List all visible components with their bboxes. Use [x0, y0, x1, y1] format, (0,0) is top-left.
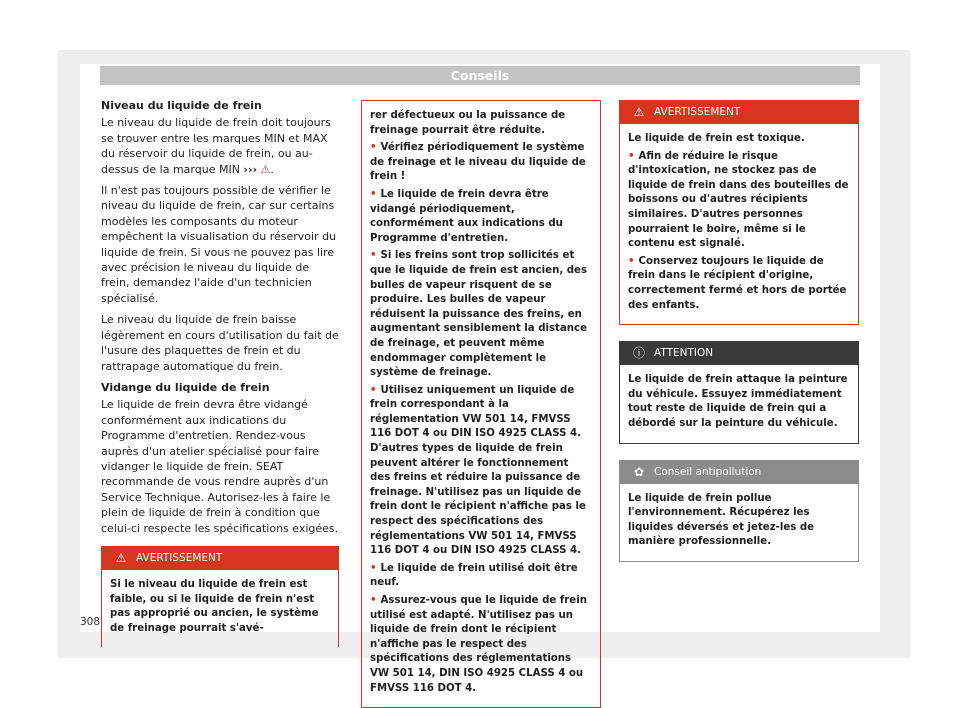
bullet-dot-icon: •	[370, 142, 377, 154]
bullet-item	[370, 384, 592, 559]
warning-intro: Le liquide de frein est toxique.	[628, 133, 805, 144]
bullet-dot-icon: •	[370, 188, 377, 200]
attention-box	[619, 341, 859, 443]
warning-box-toxic	[619, 100, 859, 325]
page-number: 308	[80, 616, 101, 628]
warning-box-left	[101, 546, 339, 647]
bullet-item	[370, 249, 592, 380]
attention-title: ATTENTION	[654, 347, 714, 360]
bullet-item	[370, 141, 592, 185]
paragraph-wear: Le niveau du liquide de frein baisse légèrement en cours d'utilisation du fait de l'usure des plaquettes de frein et du rattrapage automatique du frein.	[101, 313, 339, 373]
warning-body	[102, 570, 338, 647]
bullet-text: Le liquide de frein devra être vidangé périodiquement, conformément aux indications du Programme d'entretien.	[370, 188, 563, 244]
heading-brake-fluid-level: Niveau du liquide de frein	[101, 99, 262, 112]
warning-continued-body	[362, 101, 600, 707]
warning-continued-text: rer défectueux ou la puissance de freinage pourrait être réduite.	[370, 110, 566, 136]
paragraph-level-marks: Le niveau du liquide de frein doit toujours se trouver entre les marques MIN et MAX du réservoir du liquide de frein, ou au-dessus de la marque MIN ››› ⚠.	[101, 116, 331, 176]
bullet-text: Conservez toujours le liquide de frein dans le récipient d'origine, correctement fermé et hors de portée des enfants.	[628, 255, 847, 311]
bullet-item	[628, 255, 850, 313]
bullet-item	[370, 562, 592, 591]
heading-brake-fluid-change: Vidange du liquide de frein	[101, 380, 270, 394]
bullet-dot-icon: •	[370, 250, 377, 262]
warning-triangle-icon: ⚠	[633, 105, 645, 119]
paragraph-visibility: Il n'est pas toujours possible de vérifier le niveau du liquide de frein, car sur certains modèles les composants du moteur empêchent la visualisation du réservoir du liquide de frein. Si vous ne pouvez pas lire avec précision le niveau du liquide de frein, demandez l'aide d'un technicien spécialisé.	[101, 184, 337, 305]
bullet-text: Afin de réduire le risque d'intoxication, ne stockez pas de liquide de frein dans des bouteilles de boissons ou d'autres récipients similaires. D'autres personnes pourraient le boire, même si le contenu est signalé.	[628, 150, 849, 250]
paragraph-change: Le liquide de frein devra être vidangé conformément aux indications du Programme d'entretien. Rendez-vous auprès d'un atelier spécialisé pour faire vidanger le liquide de frein. SEAT recommande de vous rendre auprès d'un Service Technique. Autorisez-les à faire le plein de liquide de frein à condition que celui-ci respecte les spécifications exigées.	[101, 398, 339, 535]
bullet-text: Le liquide de frein utilisé doit être neuf.	[370, 562, 578, 589]
bullet-dot-icon: •	[628, 255, 635, 267]
bullet-dot-icon: •	[370, 384, 377, 396]
info-circle-icon: ⓘ	[632, 346, 645, 361]
bullet-item	[370, 594, 592, 696]
bullet-text: Assurez-vous que le liquide de frein utilisé est adapté. N'utilisez pas un liquide de frein dont le récipient n'affiche pas le respect des spécifications des réglementations VW 501 14, DIN ISO 4925 CLASS 4 ou FMVSS 116 DOT 4.	[370, 595, 587, 694]
attention-text: Le liquide de frein attaque la peinture du véhicule. Essuyez immédiatement tout reste de liquide de frein qui a débordé sur la peinture du véhicule.	[628, 374, 848, 429]
column-left	[101, 98, 339, 647]
bullet-text: Vérifiez périodiquement le système de freinage et le niveau du liquide de frein !	[370, 142, 586, 183]
attention-header	[620, 341, 858, 365]
warning-body	[620, 124, 858, 324]
warning-text: Si le niveau du liquide de frein est faible, ou si le liquide de frein n'est pas approprié ou ancien, le système de freinage pourrait s'avé-	[110, 578, 319, 634]
warning-title: AVERTISSEMENT	[654, 106, 741, 118]
eco-tip-box	[619, 460, 859, 562]
warning-header	[620, 100, 858, 124]
bullet-text: Si les freins sont trop sollicités et que le liquide de frein est ancien, des bulles de vapeur risquent de se produire. Les bulles de vapeur réduisent la puissance des freins, en augmentant sensiblement la distance de freinage, et peuvent même endommager complètement le système de freinage.	[370, 250, 588, 379]
warning-triangle-icon: ⚠	[260, 162, 271, 176]
bullet-dot-icon: •	[370, 595, 377, 606]
warning-header	[102, 546, 338, 570]
bullet-dot-icon: •	[628, 150, 635, 162]
column-middle	[361, 100, 601, 708]
cross-reference[interactable]: ›››	[243, 162, 258, 176]
eco-tip-text: Le liquide de frein pollue l'environnement. Récupérez les liquides déversés et jetez-les de manière professionnelle.	[628, 492, 815, 548]
eco-tip-body	[620, 484, 858, 561]
warning-triangle-icon: ⚠	[115, 550, 127, 565]
bullet-text: Utilisez uniquement un liquide de frein correspondant à la réglementation VW 501 14, FMVSS 116 DOT 4 ou DIN ISO 4925 CLASS 4. D'autres types de liquide de frein peuvent altérer le fonctionnement des freins et réduire la puissance de freinage. N'utilisez pas un liquide de frein dont le récipient n'affiche pas le respect des spécifications des réglementations VW 501 14, FMVSS 116 DOT 4 ou DIN ISO 4925 CLASS 4.	[370, 384, 586, 557]
attention-body	[620, 365, 858, 442]
eco-leaf-icon: ✿	[633, 464, 645, 479]
section-header: Conseils	[100, 66, 860, 85]
bullet-item	[628, 150, 850, 252]
bullet-dot-icon: •	[370, 562, 377, 574]
eco-tip-title: Conseil antipollution	[654, 465, 762, 478]
bullet-item	[370, 188, 592, 246]
eco-tip-header	[620, 460, 858, 484]
column-right	[619, 100, 859, 562]
warning-title: AVERTISSEMENT	[136, 551, 223, 564]
warning-box-continued	[361, 100, 601, 708]
paragraph-level-marks-text: Le niveau du liquide de frein doit toujours se trouver entre les marques MIN et MAX du réservoir du liquide de frein, ou au-dessus de la marque MIN	[101, 116, 331, 176]
